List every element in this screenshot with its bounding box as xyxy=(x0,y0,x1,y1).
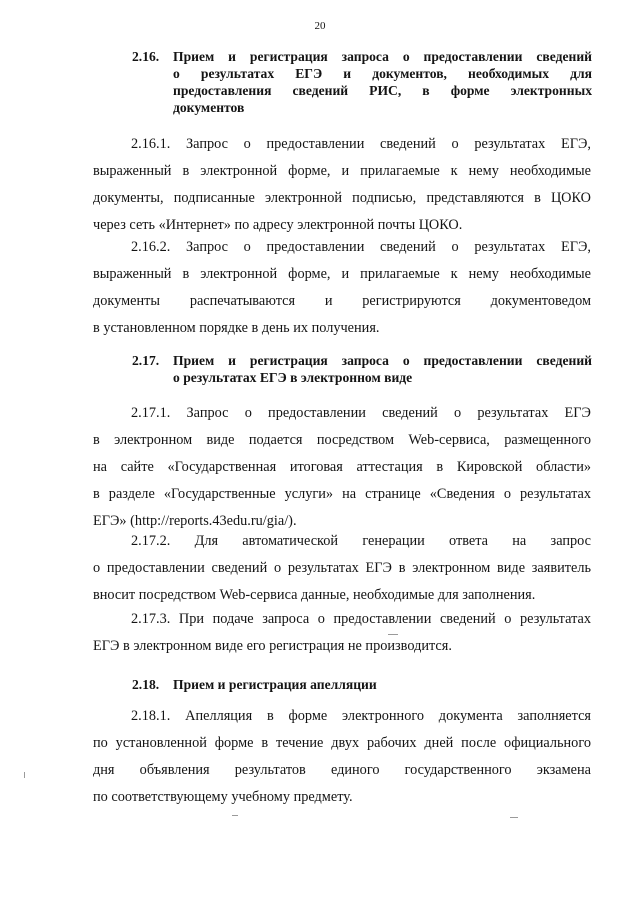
text-line: выраженный в электронной форме, и прилагаемые к нему необходимые xyxy=(93,266,591,282)
heading-line: Прием и регистрация запроса о предоставлении сведений xyxy=(173,353,592,368)
paragraph-2-16-1 xyxy=(93,131,591,239)
heading-line: предоставления сведений РИС, в форме электронных xyxy=(173,83,592,98)
scan-artifact xyxy=(388,634,398,635)
text-line: документы, подписанные электронной подписью, представляются в ЦОКО xyxy=(93,190,591,206)
scan-artifact xyxy=(24,772,25,778)
text-line: документы распечатываются и регистрируются документоведом xyxy=(93,293,591,309)
text-line: вносит посредством Web-сервиса данные, необходимые для заполнения. xyxy=(93,587,536,603)
text-line: 2.17.2. Для автоматической генерации ответа на запрос xyxy=(131,533,591,549)
text-line: ЕГЭ» (http://reports.43edu.ru/gia/). xyxy=(93,513,297,529)
heading-line: о результатах ЕГЭ в электронном виде xyxy=(173,370,413,385)
section-number: 2.18. xyxy=(132,677,160,692)
text-line: 2.18.1. Апелляция в форме электронного документа заполняется xyxy=(131,708,591,724)
section-number: 2.16. xyxy=(132,49,160,64)
text-line: через сеть «Интернет» по адресу электронной почты ЦОКО. xyxy=(93,217,463,233)
paragraph-2-17-3 xyxy=(93,606,591,660)
text-line: в установленном порядке в день их получения. xyxy=(93,320,380,336)
scan-artifact xyxy=(510,817,518,818)
paragraph-2-17-1 xyxy=(93,400,591,535)
heading-line: Прием и регистрация запроса о предоставлении сведений xyxy=(173,49,592,64)
paragraph-2-17-2 xyxy=(93,528,591,609)
text-line: в разделе «Государственные услуги» на странице «Сведения о результатах xyxy=(93,486,591,502)
section-heading-2-16 xyxy=(132,48,592,116)
text-line: выраженный в электронной форме, и прилагаемые к нему необходимые xyxy=(93,163,591,179)
paragraph-2-18-1 xyxy=(93,703,591,811)
heading-line: о результатах ЕГЭ и документов, необходимых для xyxy=(173,66,592,81)
section-heading-2-17 xyxy=(132,352,592,386)
text-line: ЕГЭ в электронном виде его регистрация не производится. xyxy=(93,638,452,654)
heading-line: документов xyxy=(173,100,245,115)
scan-artifact xyxy=(232,815,238,816)
section-number: 2.17. xyxy=(132,353,160,368)
text-line: по соответствующему учебному предмету. xyxy=(93,789,353,805)
text-line: в электронном виде подается посредством Web-сервиса, размещенного xyxy=(93,432,591,448)
heading-line: Прием и регистрация апелляции xyxy=(173,677,377,692)
text-line: 2.16.1. Запрос о предоставлении сведений о результатах ЕГЭ, xyxy=(131,136,591,152)
text-line: на сайте «Государственная итоговая аттестация в Кировской области» xyxy=(93,459,591,475)
text-line: дня объявления результатов единого государственного экзамена xyxy=(93,762,591,778)
text-line: 2.17.1. Запрос о предоставлении сведений о результатах ЕГЭ xyxy=(131,405,591,421)
text-line: 2.16.2. Запрос о предоставлении сведений о результатах ЕГЭ, xyxy=(131,239,591,255)
page-number: 20 xyxy=(314,20,326,32)
paragraph-2-16-2 xyxy=(93,234,591,342)
section-heading-2-18 xyxy=(132,676,592,693)
text-line: по установленной форме в течение двух рабочих дней после официального xyxy=(93,735,591,751)
text-line: 2.17.3. При подаче запроса о предоставлении сведений о результатах xyxy=(131,611,591,627)
text-line: о предоставлении сведений о результатах ЕГЭ в электронном виде заявитель xyxy=(93,560,591,576)
